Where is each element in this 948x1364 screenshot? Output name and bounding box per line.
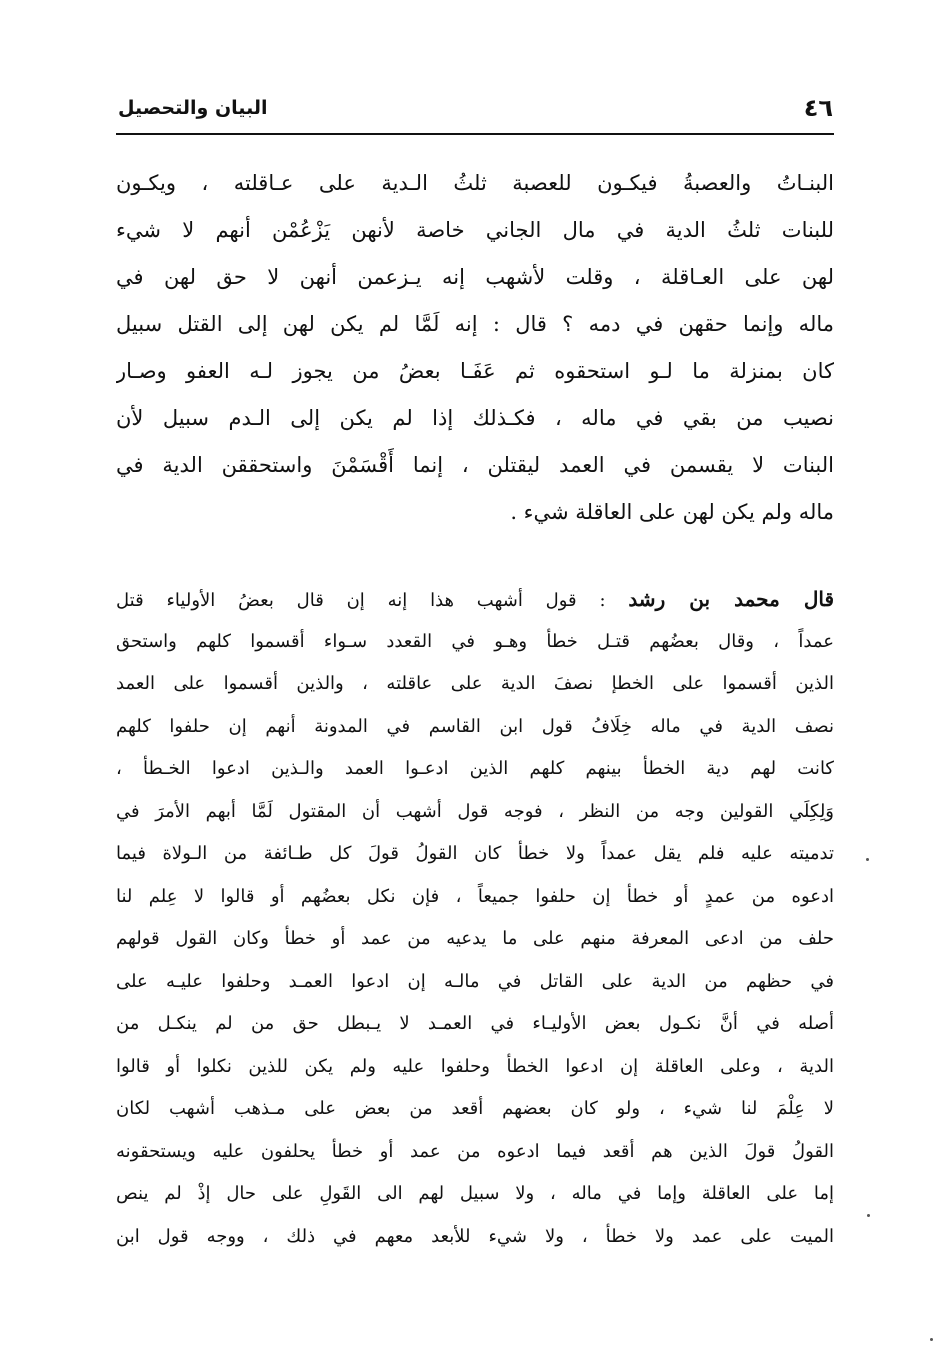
text-line: حلف من ادعى المعرفة منهم على ما يدعيه من عمد أو خطأ وكان القول قولهم (116, 928, 834, 949)
text-line: وَلِكِلَي القولين وجه من النظر ، فوجه قول أشهب أن المقتول لَمَّا أبهم الأمرَ في (116, 800, 834, 822)
scan-speck (867, 1214, 870, 1217)
text-line: إما على العاقلة وإما في ماله ، ولا سبيل لهم الى القَولِ على حال إذْ لم ينص (116, 1183, 834, 1204)
text-line: أصله في أنَّ نكـول بعض الأوليـاء في العمـد لا يـبطل حق من لم ينكـل من (116, 1013, 834, 1034)
text-line: ماله ولم يكن لهن على العاقلة شيء . (510, 500, 834, 524)
text-line: كان بمنزلة ما لـو استحقوه ثم عَفَـا بعضُ من يجوز لـه العفو وصـار (116, 359, 834, 383)
speaker-name: قال محمد بن رشد (628, 587, 834, 611)
running-header (118, 88, 833, 128)
scan-speck (930, 1338, 933, 1341)
text-line: ادعوه من عمدٍ أو خطأ إن حلفوا جميعاً ، فإن نكل بعضُهم أو قالوا لا عِلم لنا (116, 885, 834, 907)
header-rule (116, 133, 834, 135)
text-line: الذين أقسموا على الخطإ نصفَ الدية على عاقلته ، والذين أقسموا على العمد (116, 673, 834, 694)
text-line: عمداً ، وقال بعضُهم قتـل خطأ وهـو في القعدد سـواء أقسموا كلهم واستحق (116, 630, 834, 652)
paragraph-commentary (116, 578, 834, 1258)
text-line: لا عِلْمَ لنا شيء ، ولو كان بعضهم أقعد من بعض على مـذهب أشهب لكان (116, 1098, 834, 1119)
text-line: نصف الدية في ماله خِلَافُ قول ابن القاسم في المدونة أنهم إن حلفوا كلهم (116, 715, 834, 737)
commentary-first-line-text: : قول أشهب هذا إنه إن قال بعضُ الأولياء قتل (116, 590, 629, 611)
paragraph-quoted-text (116, 160, 834, 536)
text-line: لهن على العـاقلة ، وقلت لأشهب إنه يـزعمن أنهن لا حق لهن في (116, 265, 834, 289)
text-line: ماله وإنما حقهن في دمه ؟ قال : إنه لَمَّا لم يكن لهن إلى القتل سبيل (116, 312, 834, 336)
commentary-first-line (116, 578, 834, 621)
text-line: الدية ، وعلى العاقلة إن ادعوا الخطأ وحلفوا عليه ولم يكن للذين نكلوا أو قالوا (116, 1055, 834, 1077)
text-line: الميت على عمد ولا خطأ ، ولا شيء للأبعد معهم في ذلك ، ووجه قول ابن (116, 1225, 834, 1247)
text-line: في حظهم من الدية على القاتل في مالـه إن ادعوا العمـد وحلفوا عليـه على (116, 970, 834, 992)
text-line: كانت لهم دية الخطأ بينهم كلهم الذين ادعـوا العمد والـذين ادعوا الخـطأ ، (116, 758, 834, 779)
text-line: البنات لا يقسمن في العمد ليقتلن ، إنما أَقْسَمْنَ واستحققن الدية في (116, 453, 834, 477)
book-title: البيان والتحصيل (118, 97, 268, 119)
text-line: تدميته عليه فلم يقل عمداً ولا خطأ كان القولُ قولَ كل طـائفة من الـولاة فيما (116, 843, 834, 864)
text-line: نصيب من بقي في ماله ، فكـذلك إذا لم يكن إلى الـدم سبيل لأن (116, 406, 834, 430)
text-line: القولُ قولَ الذين هم أقعد فيما ادعوه من عمد أو خطأ يحلفون عليه ويستحقونه (116, 1140, 834, 1162)
text-line: البنـاتُ والعصبةُ فيكـون للعصبة ثلثُ الـدية على عـاقلته ، ويكـون (116, 171, 834, 195)
page-number: ٤٦ (803, 94, 833, 122)
text-line: للبنات ثلثُ الدية في مال الجاني خاصة لأنهن يَزْعُمْن أنهم لا شيء (116, 218, 834, 242)
scan-speck (866, 858, 869, 861)
